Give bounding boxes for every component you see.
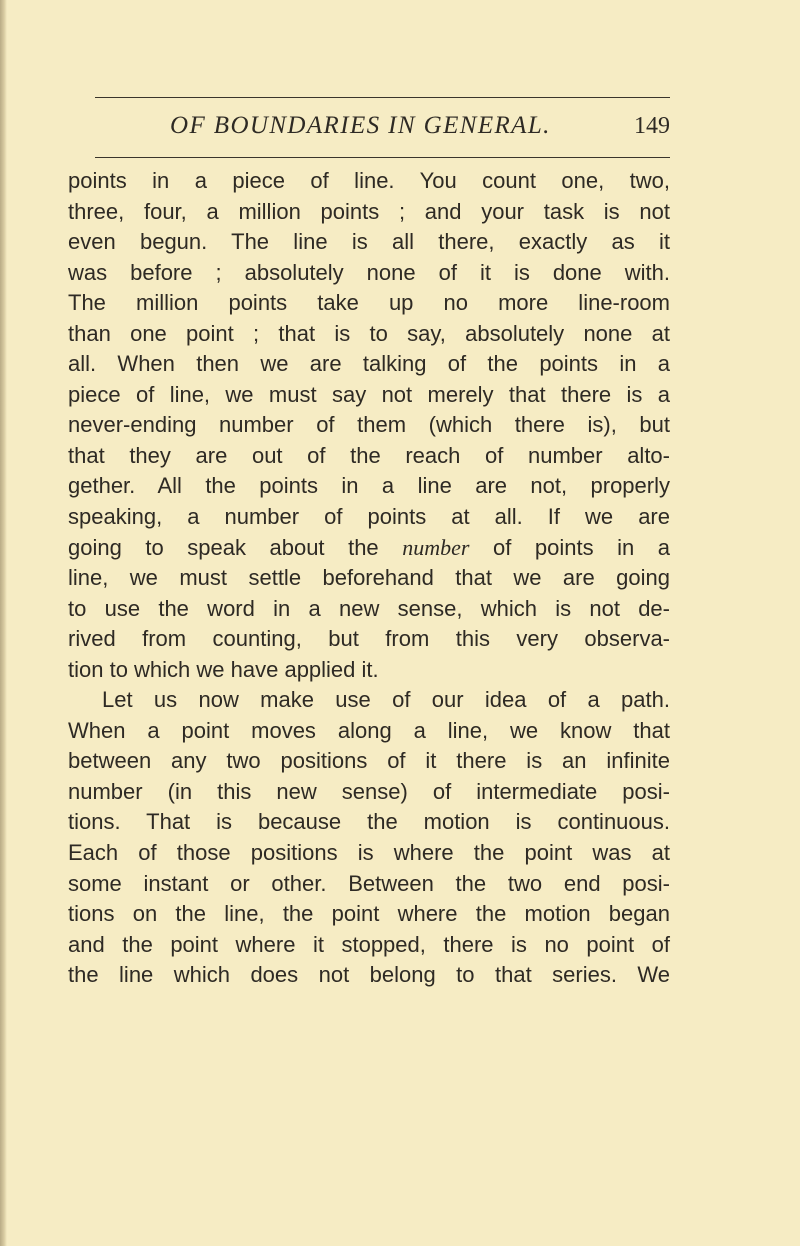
text-line: all. When then we are talking of the points in a [68, 351, 670, 377]
text-segment: going to speak about the [68, 534, 379, 560]
text-line: between any two positions of it there is an infinite [68, 748, 670, 774]
header-rule-top [95, 97, 670, 98]
text-line: speaking, a number of points at all. If we are [68, 504, 670, 530]
text-line: tions on the line, the point where the motion began [68, 901, 670, 927]
text-line: even begun. The line is all there, exactly as it [68, 229, 670, 255]
text-line: to use the word in a new sense, which is not de- [68, 595, 670, 621]
text-line: rived from counting, but from this very observa- [68, 626, 670, 652]
text-line: tions. That is because the motion is continuous. [68, 809, 670, 835]
text-line: line, we must settle beforehand that we are going [68, 565, 670, 591]
text-line: The million points take up no more line-room [68, 290, 670, 316]
binding-edge [0, 0, 7, 1246]
text-line: Let us now make use of our idea of a path. [102, 687, 670, 713]
text-line: points in a piece of line. You count one, two, [68, 168, 670, 193]
text-segment: of points in a [492, 534, 671, 560]
text-line: that they are out of the reach of number alto- [68, 442, 670, 468]
text-line: number (in this new sense) of intermediate posi- [68, 778, 670, 804]
text-line: gether. All the points in a line are not, properly [68, 473, 670, 499]
text-line: than one point ; that is to say, absolutely none at [68, 320, 670, 346]
paragraph-2 [68, 685, 670, 990]
text-line: some instant or other. Between the two end posi- [68, 870, 670, 896]
text-line: Each of those positions is where the point was at [68, 840, 670, 866]
text-line: the line which does not belong to that series. We [68, 962, 670, 988]
text-line: was before ; absolutely none of it is done with. [68, 259, 670, 285]
text-line: three, four, a million points ; and your task is not [68, 198, 670, 224]
text-line: never-ending number of them (which there is), but [68, 412, 670, 438]
running-head [170, 112, 670, 146]
text-line-with-italic [68, 533, 670, 564]
text-line: piece of line, we must say not merely that there is a [68, 381, 670, 407]
paragraph-1 [68, 166, 670, 685]
header-rule-bottom [95, 157, 670, 158]
page-number: 149 [634, 113, 670, 139]
text-line: and the point where it stopped, there is no point of [68, 931, 670, 957]
text-line: tion to which we have applied it. [68, 656, 379, 682]
italic-word: number [402, 534, 470, 560]
body-text [68, 166, 670, 991]
running-title: OF BOUNDARIES IN GENERAL. [170, 112, 551, 139]
text-line: When a point moves along a line, we know that [68, 717, 670, 743]
